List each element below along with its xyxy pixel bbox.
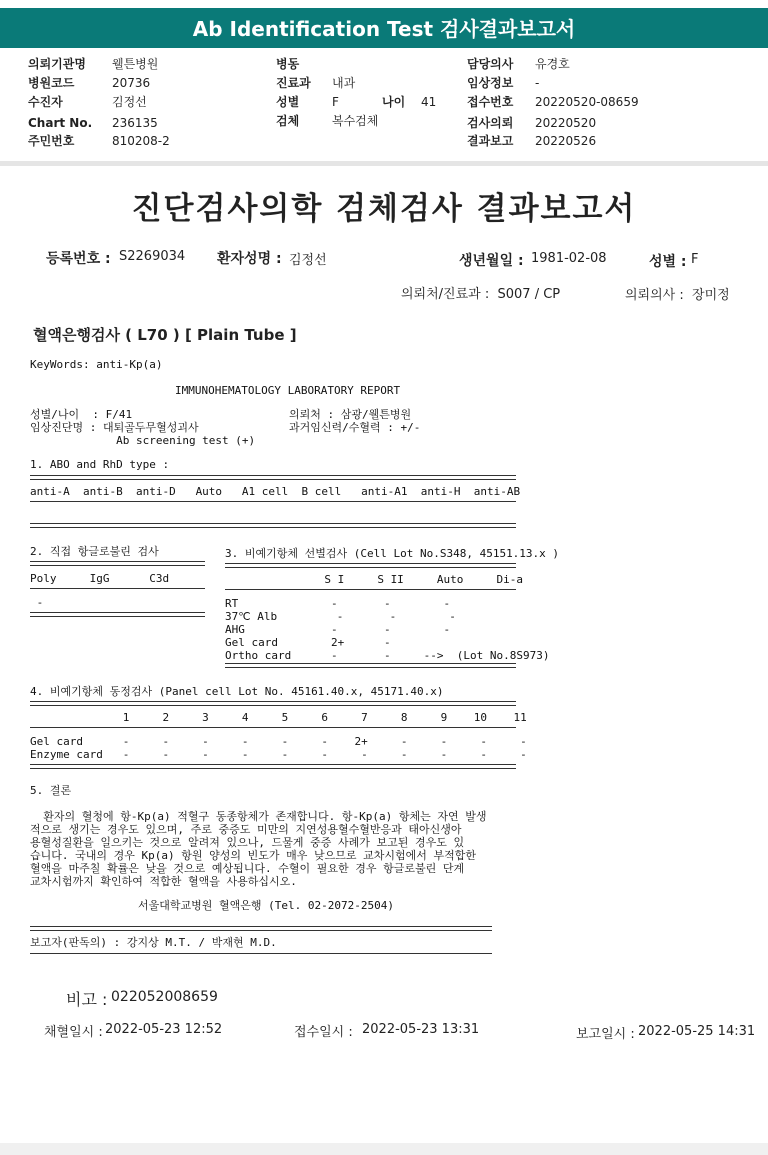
doctor-label: 담당의사 [467, 57, 514, 71]
reg-value: S2269034 [119, 249, 186, 264]
hospital-code-value: 20736 [112, 76, 151, 90]
s1-bottom-rule [30, 523, 516, 528]
s4-bottom-rule [30, 764, 516, 769]
s5-title: 5. 결론 [30, 784, 72, 797]
report-date-value: 20220526 [535, 134, 597, 148]
requesting-doctor-line: 의뢰의사 : 장미정 [625, 288, 730, 303]
rrn-value: 810208-2 [112, 134, 170, 148]
req-date-value: 20220520 [535, 116, 597, 130]
specimen-label: 검체 [276, 114, 300, 128]
reporter-line: 보고자(판독의) : 강지상 M.T. / 박재현 M.D. [30, 936, 277, 949]
doc-sex-value: F [691, 252, 699, 267]
patient-label: 수진자 [28, 95, 63, 109]
specimen-value: 복수검체 [332, 114, 379, 128]
report-header-title: Ab Identification Test 검사결과보고서 [192, 17, 576, 41]
s3-header: S I S II Auto Di-a [225, 573, 524, 586]
s3-rows: RT - - - 37℃ Alb - - - AHG - - - Gel card 2+ - Ortho card - - --> (Lot No.8S973) [225, 597, 550, 662]
info-grid [0, 55, 768, 155]
bank-line: 서울대학교병원 혈액은행 (Tel. 02-2072-2504) [138, 899, 394, 912]
collect-value: 2022-05-23 12:52 [105, 1022, 223, 1037]
document-title: 진단검사의학 검체검사 결과보고서 [131, 191, 637, 227]
section-separator [0, 161, 768, 166]
right-info: 의뢰처 : 삼광/웰튼병원 과거임신력/수혈력 : +/- [289, 408, 421, 434]
report-heading: IMMUNOHEMATOLOGY LABORATORY REPORT [175, 384, 401, 397]
receipt-value: 2022-05-23 13:31 [362, 1022, 480, 1037]
s2-top-rule [30, 561, 205, 566]
dept-line: 의뢰처/진료과 : S007 / CP [401, 287, 561, 302]
hospital-code-label: 병원코드 [28, 76, 75, 90]
sex-value: F [332, 95, 339, 109]
report-value: 2022-05-25 14:31 [638, 1024, 756, 1039]
s1-header: anti-A anti-B anti-D Auto A1 cell B cell anti-A1 anti-H anti-AB [30, 485, 521, 498]
ward-label: 병동 [276, 57, 300, 71]
reporter-top-rule-2 [30, 930, 492, 931]
dob-label: 생년월일 : [459, 253, 524, 269]
report-date-label: 결과보고 [467, 134, 514, 148]
s3-top-rule [225, 563, 516, 568]
test-title: 혈액은행검사 ( L70 ) [ Plain Tube ] [33, 326, 297, 344]
keywords: KeyWords: anti-Kp(a) [30, 358, 163, 371]
s2-title: 2. 직접 항글로불린 검사 [30, 545, 159, 558]
clinical-value: - [535, 76, 540, 90]
chart-label: Chart No. [28, 116, 93, 130]
reg-label: 등록번호 : [46, 251, 111, 267]
s3-mid-rule [225, 589, 516, 590]
requester-label: 의뢰기관명 [28, 57, 86, 71]
reporter-top-rule [30, 926, 492, 927]
s4-title: 4. 비예기항체 동정검사 (Panel cell Lot No. 45161.40.x, 45171.40.x) [30, 685, 444, 698]
report-label: 보고일시 : [576, 1027, 635, 1042]
s1-mid-rule [30, 501, 516, 502]
s4-rows: Gel card - - - - - - 2+ - - - - Enzyme card - - - - - - - - - - - [30, 735, 527, 761]
dob-value: 1981-02-08 [531, 251, 607, 266]
s4-mid-rule [30, 727, 516, 728]
s2-values: - [30, 596, 44, 609]
sex-label: 성별 [276, 95, 300, 109]
s3-bottom-rule [225, 663, 516, 668]
report-header-bar [0, 8, 768, 48]
note-label: 비고 : [66, 990, 108, 1009]
s2-bottom-rule [30, 612, 205, 617]
requester-value: 웰튼병원 [112, 57, 159, 71]
req-date-label: 검사의뢰 [467, 116, 514, 130]
doc-sex-label: 성별 : [649, 254, 687, 270]
s2-header: Poly IgG C3d [30, 572, 170, 585]
age-label: 나이 [382, 95, 406, 109]
patient-value: 김정선 [112, 95, 147, 109]
footer-strip [0, 1143, 768, 1155]
s4-top-rule [30, 701, 516, 706]
dept-label: 진료과 [276, 76, 311, 90]
name-value: 김정선 [289, 253, 327, 268]
receipt-label: 접수일시 : [294, 1025, 353, 1040]
receipt-no-value: 20220520-08659 [535, 95, 639, 109]
left-info: 성별/나이 : F/41 임상진단명 : 대퇴골두무혈성괴사 Ab screening test (+) [30, 408, 256, 447]
reporter-bottom-rule [30, 953, 492, 954]
collect-label: 채혈일시 : [44, 1025, 103, 1040]
s4-header: 1 2 3 4 5 6 7 8 9 10 11 [30, 711, 527, 724]
receipt-no-label: 접수번호 [467, 95, 514, 109]
s2-mid-rule [30, 588, 205, 589]
s1-title: 1. ABO and RhD type : [30, 458, 170, 471]
rrn-label: 주민번호 [28, 134, 75, 148]
note-value: 022052008659 [111, 989, 218, 1005]
age-value: 41 [421, 95, 437, 109]
s5-body: 환자의 혈청에 항-Kp(a) 적혈구 동종항체가 존재합니다. 항-Kp(a) 항체는 자연 발생 적으로 생기는 경우도 있으며, 주로 중증도 미만의 지연성용혈수혈반응과 태아신생아 용혈성질환을 일으키는 것으로 알려져 있으나, 드물게 중증 사례가 보고된 경우도 있 습니다. 국내의 경우 Kp(a) 항원 양성의 빈도가 매우 낮으므로 교차시험에서 부적합한 혈액을 마주칠 확률은 낮을 것으로 예상됩니다. 수혈이 필요한 경우 항글로불린 단계 교차시험까지 확인하여 적합한 혈액을 사용하십시오. [30, 810, 487, 888]
doctor-value: 유경호 [535, 57, 570, 71]
name-label: 환자성명 : [217, 251, 282, 267]
s1-top-rule [30, 475, 516, 480]
dept-value: 내과 [332, 76, 356, 90]
chart-value: 236135 [112, 116, 158, 130]
clinical-label: 임상정보 [467, 76, 514, 90]
s3-title: 3. 비예기항체 선별검사 (Cell Lot No.S348, 45151.13.x ) [225, 547, 560, 560]
